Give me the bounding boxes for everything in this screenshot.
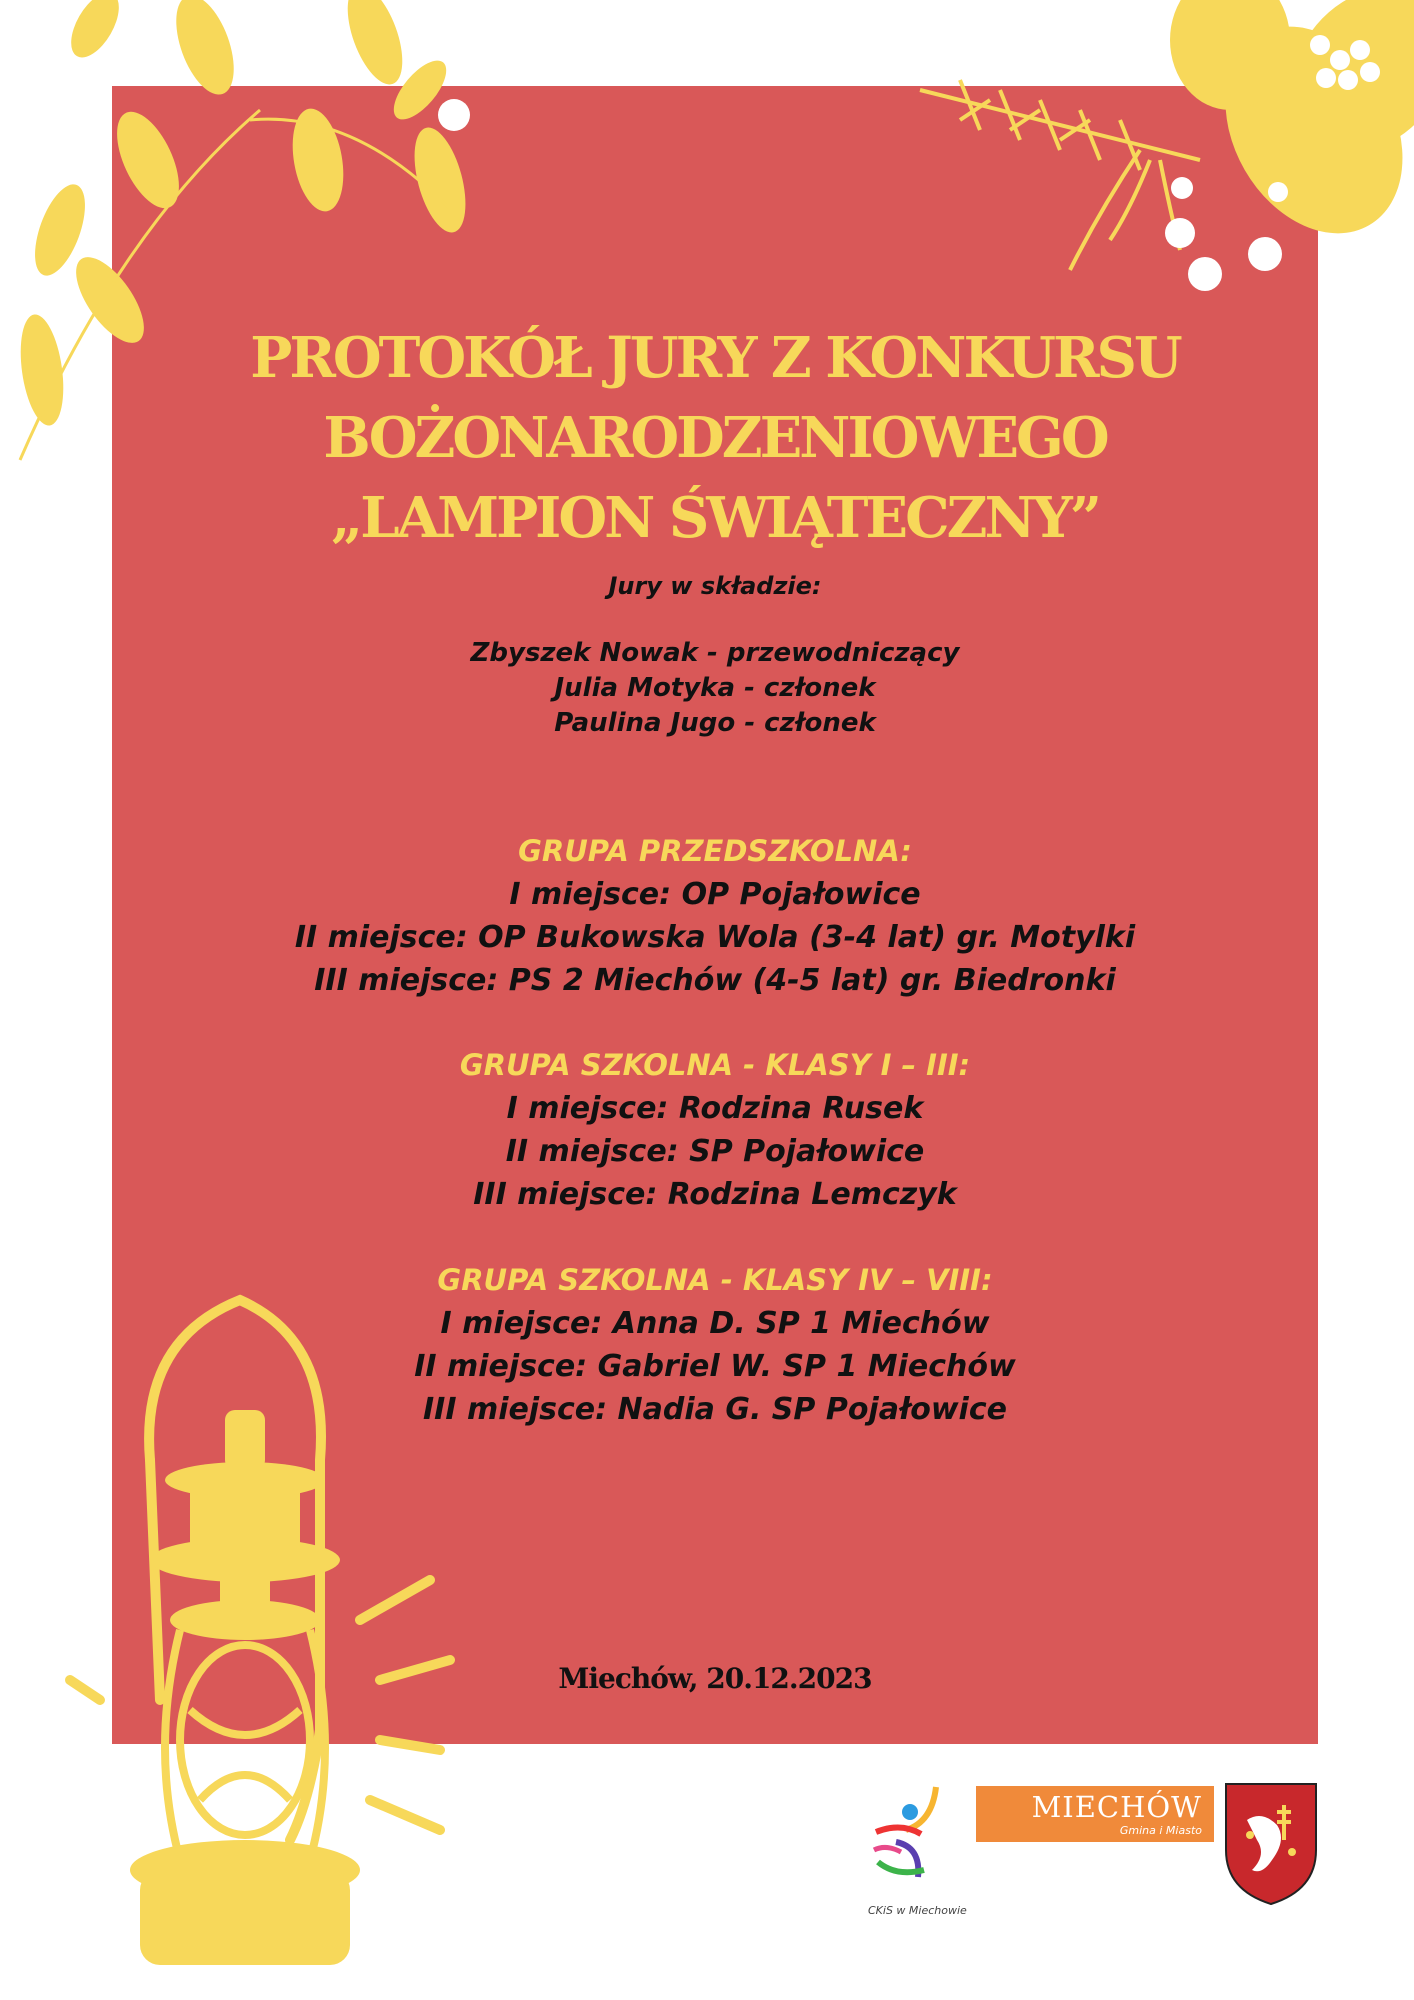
place-third: III miejsce: PS 2 Miechów (4-5 lat) gr. Biedronki: [314, 963, 1116, 998]
miechow-logo-name: MIECHÓW: [1031, 1790, 1202, 1824]
title-line-1: PROTOKÓŁ JURY Z KONKURSU: [250, 325, 1180, 391]
place-first: I miejsce: Anna D. SP 1 Miechów: [440, 1306, 990, 1341]
place-first: I miejsce: OP Pojałowice: [509, 877, 921, 912]
jury-member: Paulina Jugo - członek: [554, 708, 876, 738]
jury-members-list: [112, 636, 1318, 741]
jury-member: Julia Motyka - członek: [554, 673, 876, 703]
title-line-2: BOŻONARODZENIOWEGO: [323, 405, 1107, 471]
title-line-3: „LAMPION ŚWIĄTECZNY”: [331, 485, 1099, 551]
place-third: III miejsce: Rodzina Lemczyk: [473, 1177, 957, 1212]
group-title: GRUPA SZKOLNA - KLASY IV – VIII:: [437, 1263, 993, 1297]
date-line: Miechów, 20.12.2023: [558, 1662, 872, 1695]
jury-label: Jury w składzie:: [608, 572, 822, 600]
berry-icon: [1165, 177, 1288, 291]
page-title: [112, 318, 1318, 558]
group-school-4-8: [112, 1259, 1318, 1431]
ckis-logo-icon: [866, 1782, 956, 1892]
place-first: I miejsce: Rodzina Rusek: [506, 1091, 924, 1126]
flower-icon: [900, 0, 1414, 320]
coat-of-arms-icon: [1222, 1780, 1320, 1908]
place-second: II miejsce: Gabriel W. SP 1 Miechów: [414, 1349, 1016, 1384]
place-second: II miejsce: SP Pojałowice: [505, 1134, 925, 1169]
group-preschool: [112, 830, 1318, 1002]
group-title: GRUPA PRZEDSZKOLNA:: [518, 834, 912, 868]
place-third: III miejsce: Nadia G. SP Pojałowice: [423, 1392, 1007, 1427]
group-title: GRUPA SZKOLNA - KLASY I – III:: [459, 1048, 971, 1082]
ckis-caption: CKiS w Miechowie: [868, 1904, 967, 1917]
place-second: II miejsce: OP Bukowska Wola (3-4 lat) gr. Motylki: [294, 920, 1136, 955]
jury-member: Zbyszek Nowak - przewodniczący: [470, 638, 960, 668]
miechow-logo-subtitle: Gmina i Miasto: [1119, 1824, 1202, 1837]
group-school-1-3: [112, 1044, 1318, 1216]
miechow-logo: [976, 1786, 1214, 1842]
